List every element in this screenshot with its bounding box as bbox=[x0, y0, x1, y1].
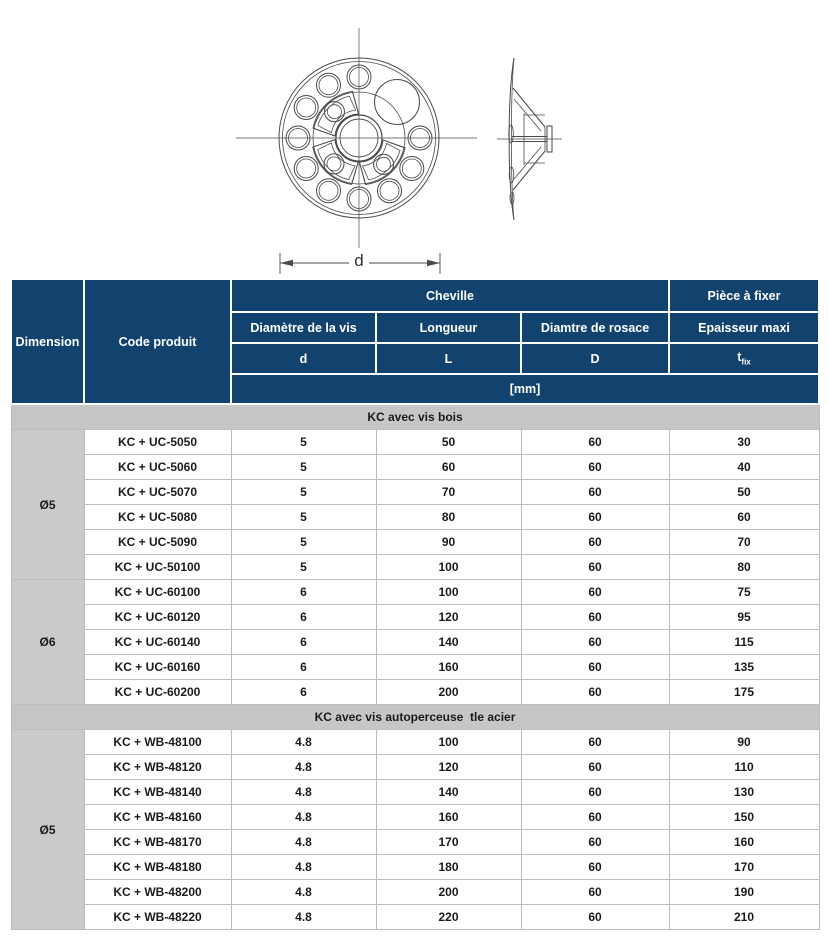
value-cell: 100 bbox=[376, 555, 521, 580]
value-cell: 4.8 bbox=[231, 730, 376, 755]
value-cell: 70 bbox=[376, 480, 521, 505]
value-cell: 60 bbox=[521, 580, 669, 605]
col-header-diametre-vis: Diamètre de la vis bbox=[231, 312, 376, 343]
value-cell: 60 bbox=[521, 830, 669, 855]
col-symbol-d: d bbox=[231, 343, 376, 374]
value-cell: 120 bbox=[376, 605, 521, 630]
value-cell: 95 bbox=[669, 605, 819, 630]
tfix-base: t bbox=[737, 350, 742, 365]
code-cell: KC + UC-60160 bbox=[84, 655, 231, 680]
value-cell: 60 bbox=[521, 805, 669, 830]
value-cell: 30 bbox=[669, 430, 819, 455]
section-label: KC avec vis bois bbox=[11, 404, 819, 430]
value-cell: 6 bbox=[231, 680, 376, 705]
value-cell: 170 bbox=[669, 855, 819, 880]
code-cell: KC + UC-60120 bbox=[84, 605, 231, 630]
table-row bbox=[11, 530, 819, 555]
value-cell: 150 bbox=[669, 805, 819, 830]
value-cell: 60 bbox=[521, 680, 669, 705]
value-cell: 5 bbox=[231, 555, 376, 580]
code-cell: KC + WB-48160 bbox=[84, 805, 231, 830]
value-cell: 60 bbox=[521, 905, 669, 930]
value-cell: 130 bbox=[669, 780, 819, 805]
value-cell: 200 bbox=[376, 680, 521, 705]
value-cell: 200 bbox=[376, 880, 521, 905]
value-cell: 110 bbox=[669, 755, 819, 780]
code-cell: KC + WB-48220 bbox=[84, 905, 231, 930]
code-cell: KC + UC-5070 bbox=[84, 480, 231, 505]
value-cell: 190 bbox=[669, 880, 819, 905]
col-symbol-tfix bbox=[669, 343, 819, 374]
value-cell: 4.8 bbox=[231, 805, 376, 830]
tfix-subscript: fix bbox=[741, 357, 751, 367]
code-cell: KC + UC-50100 bbox=[84, 555, 231, 580]
front-view bbox=[236, 28, 477, 248]
value-cell: 5 bbox=[231, 430, 376, 455]
table-row bbox=[11, 455, 819, 480]
col-header-diametre-rosace: Diamtre de rosace bbox=[521, 312, 669, 343]
dimension-d-label: d bbox=[354, 251, 364, 270]
code-cell: KC + UC-5060 bbox=[84, 455, 231, 480]
value-cell: 60 bbox=[521, 430, 669, 455]
table-header bbox=[11, 279, 819, 404]
value-cell: 6 bbox=[231, 655, 376, 680]
code-cell: KC + WB-48140 bbox=[84, 780, 231, 805]
value-cell: 140 bbox=[376, 780, 521, 805]
value-cell: 6 bbox=[231, 630, 376, 655]
table-row bbox=[11, 830, 819, 855]
col-group-cheville: Cheville bbox=[231, 279, 669, 312]
table-body bbox=[11, 404, 819, 930]
table-row bbox=[11, 880, 819, 905]
value-cell: 60 bbox=[669, 505, 819, 530]
value-cell: 180 bbox=[376, 855, 521, 880]
col-symbol-D: D bbox=[521, 343, 669, 374]
value-cell: 6 bbox=[231, 580, 376, 605]
col-header-epaisseur-maxi: Epaisseur maxi bbox=[669, 312, 819, 343]
table-row bbox=[11, 780, 819, 805]
code-cell: KC + UC-5080 bbox=[84, 505, 231, 530]
value-cell: 60 bbox=[521, 755, 669, 780]
table-row bbox=[11, 480, 819, 505]
code-cell: KC + WB-48200 bbox=[84, 880, 231, 905]
unit-row: [mm] bbox=[231, 374, 819, 404]
value-cell: 210 bbox=[669, 905, 819, 930]
value-cell: 160 bbox=[376, 805, 521, 830]
section-row bbox=[11, 404, 819, 430]
table-row bbox=[11, 555, 819, 580]
value-cell: 4.8 bbox=[231, 905, 376, 930]
value-cell: 50 bbox=[669, 480, 819, 505]
code-cell: KC + WB-48100 bbox=[84, 730, 231, 755]
col-header-code-produit: Code produit bbox=[84, 279, 231, 404]
value-cell: 80 bbox=[376, 505, 521, 530]
code-cell: KC + UC-60140 bbox=[84, 630, 231, 655]
value-cell: 5 bbox=[231, 455, 376, 480]
value-cell: 60 bbox=[521, 505, 669, 530]
value-cell: 50 bbox=[376, 430, 521, 455]
side-view bbox=[497, 58, 562, 220]
value-cell: 5 bbox=[231, 480, 376, 505]
table-row bbox=[11, 430, 819, 455]
value-cell: 75 bbox=[669, 580, 819, 605]
value-cell: 60 bbox=[521, 530, 669, 555]
table-row bbox=[11, 730, 819, 755]
code-cell: KC + WB-48170 bbox=[84, 830, 231, 855]
value-cell: 120 bbox=[376, 755, 521, 780]
code-cell: KC + UC-5090 bbox=[84, 530, 231, 555]
technical-drawing bbox=[0, 0, 828, 278]
value-cell: 160 bbox=[376, 655, 521, 680]
value-cell: 60 bbox=[521, 605, 669, 630]
value-cell: 60 bbox=[521, 630, 669, 655]
value-cell: 4.8 bbox=[231, 855, 376, 880]
value-cell: 80 bbox=[669, 555, 819, 580]
value-cell: 60 bbox=[521, 730, 669, 755]
dimension-cell: Ø5 bbox=[11, 430, 84, 580]
rosette-drawing-svg bbox=[0, 0, 828, 278]
value-cell: 60 bbox=[521, 780, 669, 805]
table-row bbox=[11, 505, 819, 530]
value-cell: 135 bbox=[669, 655, 819, 680]
value-cell: 220 bbox=[376, 905, 521, 930]
value-cell: 4.8 bbox=[231, 830, 376, 855]
code-cell: KC + WB-48120 bbox=[84, 755, 231, 780]
section-row bbox=[11, 705, 819, 730]
value-cell: 90 bbox=[376, 530, 521, 555]
value-cell: 70 bbox=[669, 530, 819, 555]
value-cell: 40 bbox=[669, 455, 819, 480]
value-cell: 5 bbox=[231, 530, 376, 555]
dimension-cell: Ø6 bbox=[11, 580, 84, 705]
code-cell: KC + UC-60200 bbox=[84, 680, 231, 705]
dimension-cell: Ø5 bbox=[11, 730, 84, 930]
table-row bbox=[11, 755, 819, 780]
value-cell: 5 bbox=[231, 505, 376, 530]
value-cell: 100 bbox=[376, 580, 521, 605]
value-cell: 60 bbox=[521, 855, 669, 880]
value-cell: 170 bbox=[376, 830, 521, 855]
table-row bbox=[11, 655, 819, 680]
value-cell: 60 bbox=[521, 555, 669, 580]
value-cell: 60 bbox=[521, 480, 669, 505]
table-row bbox=[11, 805, 819, 830]
value-cell: 4.8 bbox=[231, 780, 376, 805]
table-row bbox=[11, 630, 819, 655]
value-cell: 160 bbox=[669, 830, 819, 855]
spec-table bbox=[10, 278, 820, 930]
col-symbol-L: L bbox=[376, 343, 521, 374]
value-cell: 60 bbox=[521, 880, 669, 905]
value-cell: 140 bbox=[376, 630, 521, 655]
table-row bbox=[11, 680, 819, 705]
value-cell: 90 bbox=[669, 730, 819, 755]
table-row bbox=[11, 905, 819, 930]
code-cell: KC + UC-5050 bbox=[84, 430, 231, 455]
value-cell: 115 bbox=[669, 630, 819, 655]
code-cell: KC + WB-48180 bbox=[84, 855, 231, 880]
value-cell: 6 bbox=[231, 605, 376, 630]
table-row bbox=[11, 580, 819, 605]
table-row bbox=[11, 855, 819, 880]
value-cell: 60 bbox=[521, 655, 669, 680]
table-row bbox=[11, 605, 819, 630]
value-cell: 100 bbox=[376, 730, 521, 755]
value-cell: 60 bbox=[521, 455, 669, 480]
code-cell: KC + UC-60100 bbox=[84, 580, 231, 605]
value-cell: 175 bbox=[669, 680, 819, 705]
col-header-dimension: Dimension bbox=[11, 279, 84, 404]
col-header-longueur: Longueur bbox=[376, 312, 521, 343]
value-cell: 4.8 bbox=[231, 755, 376, 780]
value-cell: 4.8 bbox=[231, 880, 376, 905]
section-label: KC avec vis autoperceuse tle acier bbox=[11, 705, 819, 730]
value-cell: 60 bbox=[376, 455, 521, 480]
col-group-piece-a-fixer: Pièce à fixer bbox=[669, 279, 819, 312]
